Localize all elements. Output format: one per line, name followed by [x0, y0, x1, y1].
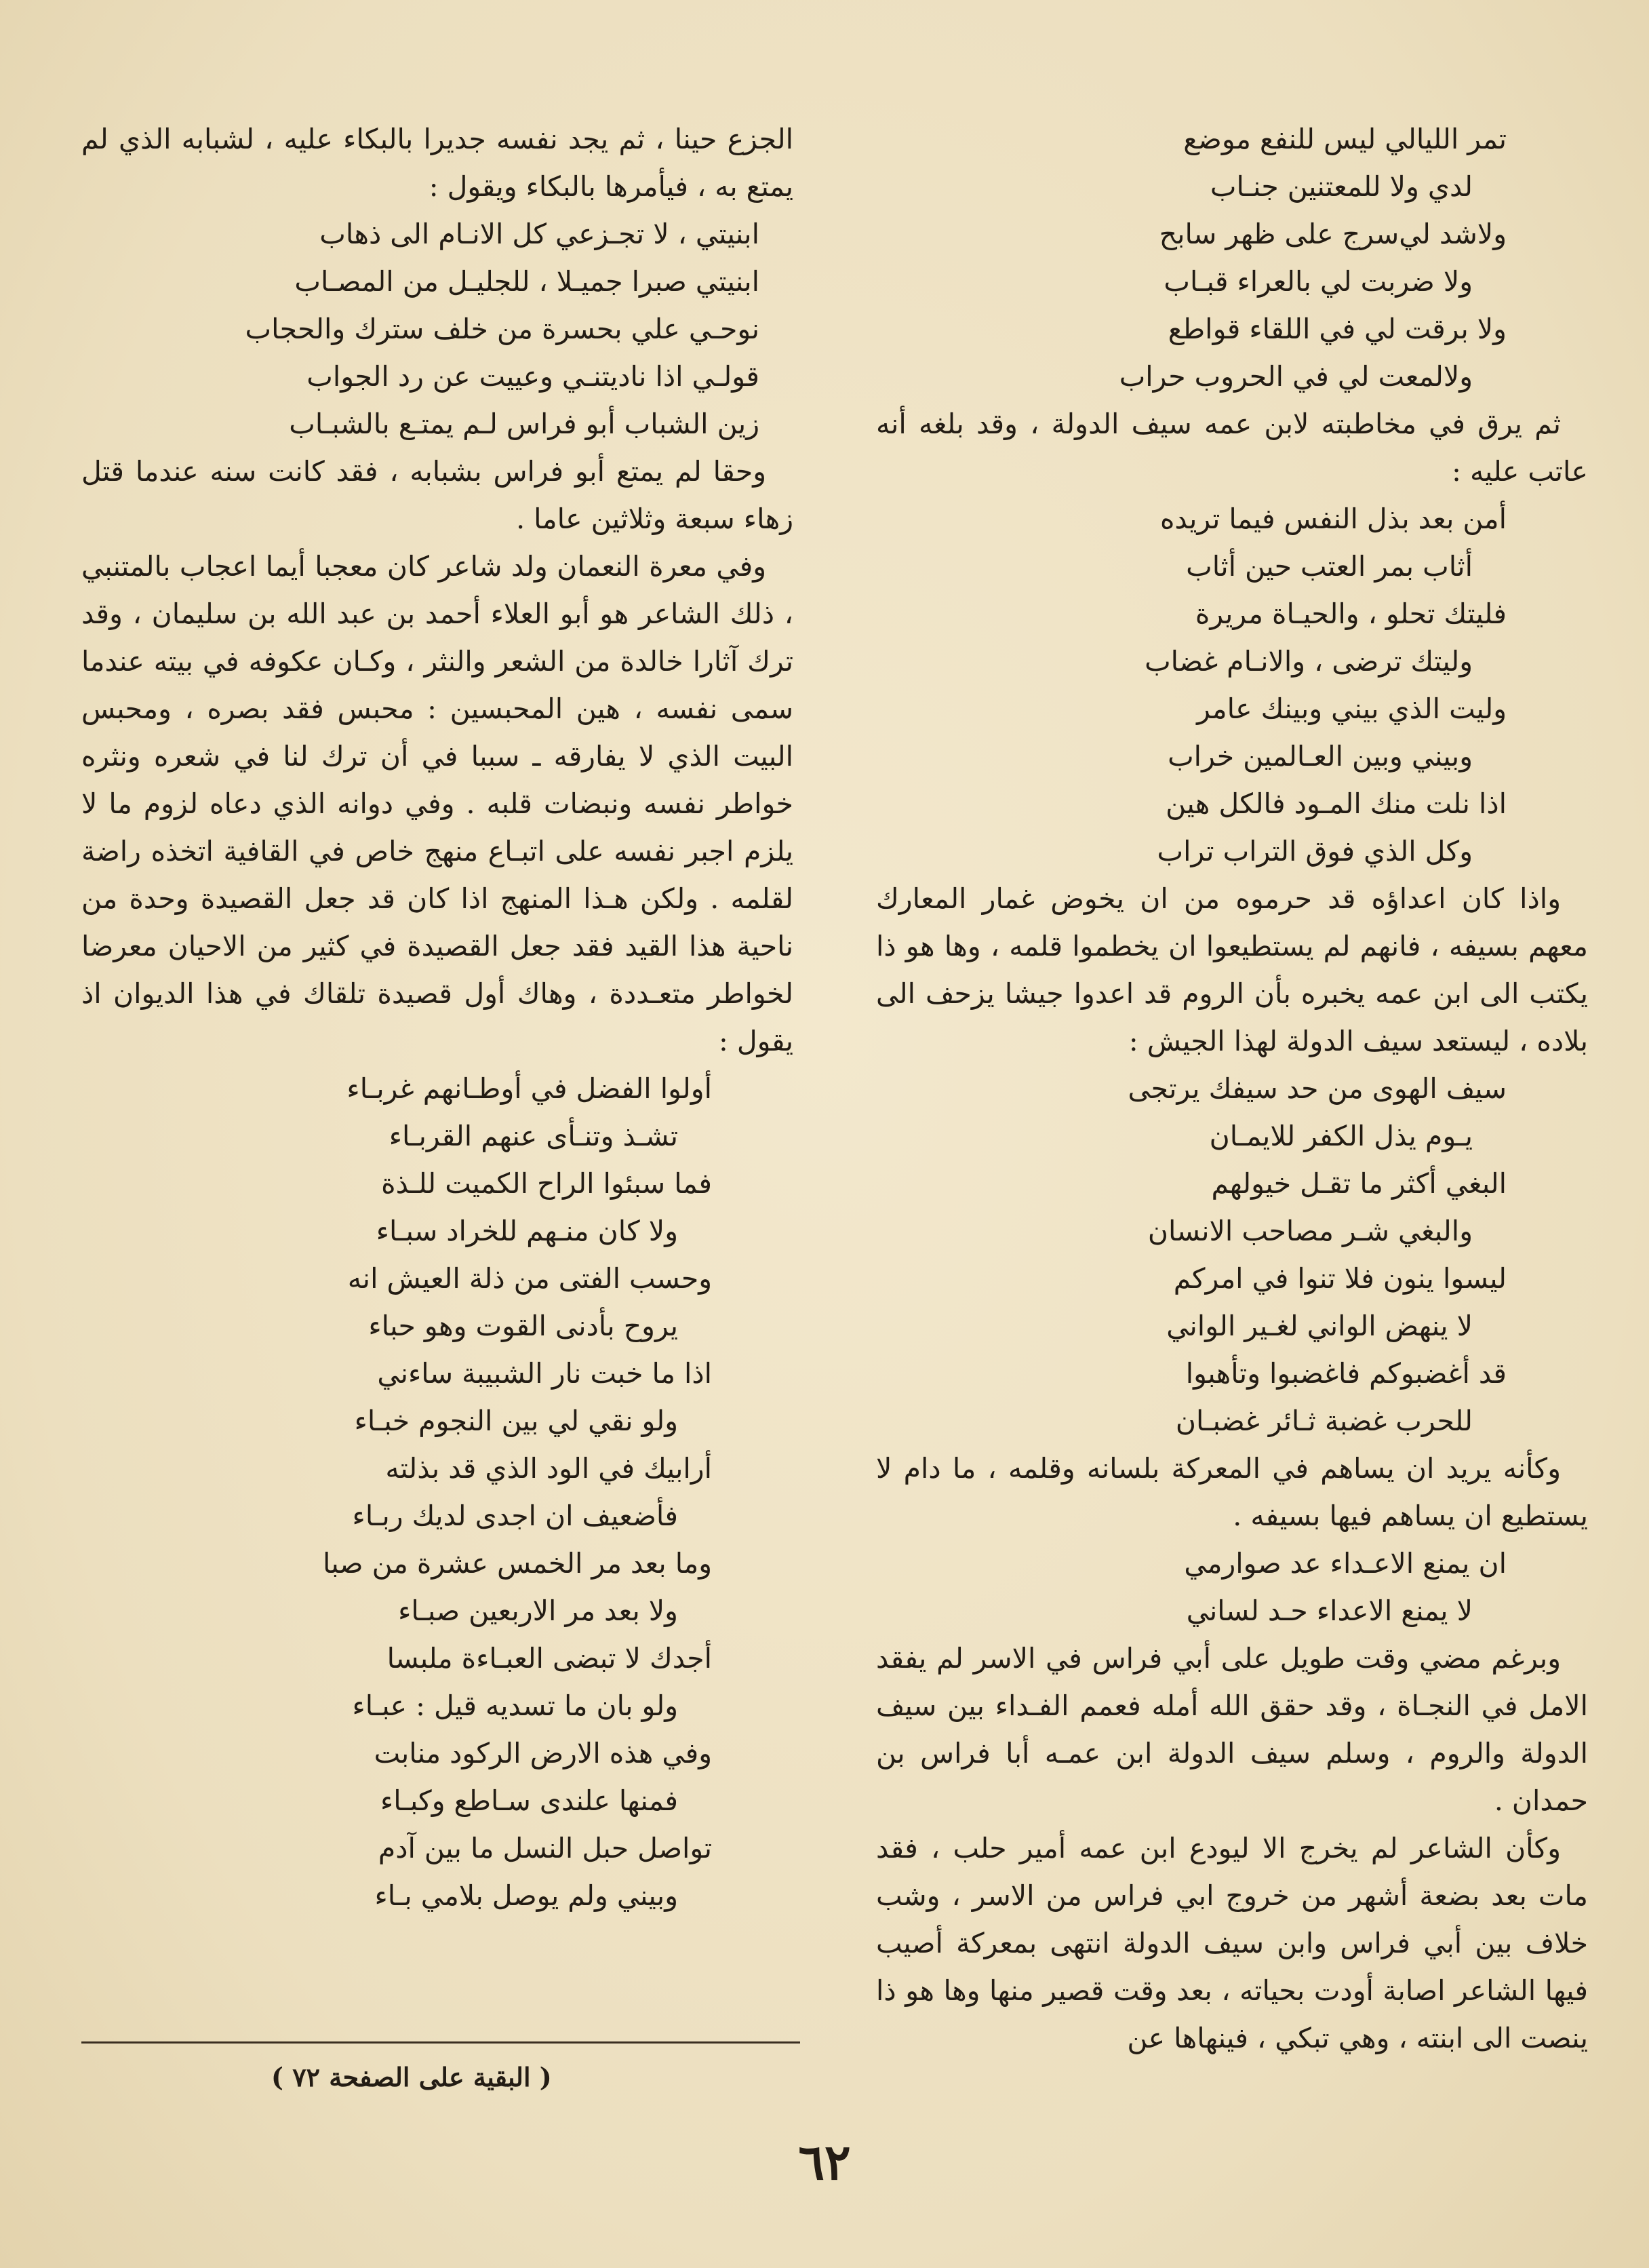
verse-line: قد أغضبوكم فاغضبوا وتأهبوا	[1185, 1357, 1507, 1390]
verse-line: اذا ما خبت نار الشبيبة ساءني	[377, 1357, 712, 1390]
verse-line: ولا ضربت لي بالعراء قبـاب	[1164, 265, 1473, 298]
verse-line: ولو بان ما تسديه قيل : عبـاء	[352, 1689, 678, 1722]
verse-line: والبغي شـر مصاحب الانسان	[1147, 1215, 1473, 1247]
verse-line: البغي أكثر ما تقـل خيولهم	[1211, 1167, 1507, 1200]
verse-line: ان يمنع الاعـداء عد صوارمي	[1184, 1547, 1507, 1580]
prose-paragraph: وكأن الشاعر لم يخرج الا ليودع ابن عمه أمير حلب ، فقد مات بعد بضعة أشهر من خروج ابي فراس من الاسر ، وشب خلاف بين أبي فراس وابن سيف الدولة انتهى بمعركة أصيب فيها الشاعر اصابة أودت بحياته ، بعد وقت قصير منها وها هو ذا ينصت الى ابنته ، وهي تبكي ، فينهاها عن	[876, 1832, 1588, 2054]
right-column	[876, 115, 1588, 2062]
prose-paragraph: وبرغم مضي وقت طويل على أبي فراس في الاسر لم يفقد الامل في النجـاة ، وقد حقق الله أمله فعمم الفـداء بين سيف الدولة والروم ، وسلم سيف الدولة ابن عمـه أبا فراس بن حمدان .	[876, 1642, 1588, 1817]
verse-line: اذا نلت منك المـود فالكل هين	[1166, 787, 1507, 820]
verse-line: لا يمنع الاعداء حـد لساني	[1186, 1595, 1473, 1627]
verse-line: ولالمعت لي في الحروب حراب	[1119, 360, 1473, 393]
verse-line: لا ينهض الواني لغـير الواني	[1166, 1310, 1473, 1342]
verse-couplet: ابنيتي ، لا تجـزعي كل الانـام الى ذهاب	[319, 218, 759, 250]
verse-line: ولا بعد مر الاربعين صبـاء	[398, 1595, 678, 1627]
verse-line: أجدك لا تبضى العبـاءة ملبسا	[386, 1642, 712, 1675]
verse-line: ولا كان منـهم للخراد سبـاء	[376, 1215, 678, 1247]
verse-line: فمنها علندى سـاطع وكبـاء	[380, 1784, 678, 1817]
prose-paragraph: الجزع حينا ، ثم يجد نفسه جديرا بالبكاء عليه ، لشبابه الذي لم يمتع به ، فيأمرها بالبكاء ويقول :	[81, 123, 793, 203]
verse-line: أولوا الفضل في أوطـانهم غربـاء	[346, 1072, 712, 1105]
verse-line: فما سبئوا الراح الكميت للـذة	[381, 1167, 712, 1200]
verse-line: يروح بأدنى القوت وهو حباء	[368, 1310, 678, 1342]
verse-line: ولو نقي لي بين النجوم خبـاء	[354, 1405, 678, 1437]
verse-line: وفي هذه الارض الركود منابت	[374, 1737, 712, 1770]
verse-line: لدي ولا للمعتنين جنـاب	[1210, 170, 1473, 203]
prose-paragraph: ثم يرق في مخاطبته لابن عمه سيف الدولة ، وقد بلغه أنه عاتب عليه :	[876, 408, 1588, 488]
verse-line: يـوم يذل الكفر للايمـان	[1209, 1120, 1473, 1152]
verse-line: وحسب الفتى من ذلة العيش انه	[347, 1262, 712, 1295]
verse-line: ولا برقت لي في اللقاء قواطع	[1168, 313, 1507, 345]
verse-line: أثاب بمر العتب حين أثاب	[1186, 550, 1473, 583]
verse-line: وليت الذي بيني وبينك عامر	[1197, 692, 1507, 725]
verse-line: للحرب غضبة ثـائر غضبـان	[1175, 1405, 1473, 1437]
verse-line: تمر الليالي ليس للنفع موضع	[1183, 123, 1507, 155]
verse-line: سيف الهوى من حد سيفك يرتجى	[1128, 1072, 1507, 1105]
left-column	[81, 115, 793, 1919]
verse-line: تواصل حبل النسل ما بين آدم	[378, 1832, 712, 1864]
verse-line: فأضعيف ان اجدى لديك ربـاء	[352, 1500, 678, 1532]
verse-couplet: نوحـي علي بحسرة من خلف سترك والحجاب	[245, 313, 759, 345]
verse-line: ولاشد لي‌سرج على ظهر سابح	[1159, 218, 1507, 250]
verse-couplet: زين الشباب أبو فراس لـم يمتـع بالشبـاب	[289, 408, 759, 440]
prose-paragraph: واذا كان اعداؤه قد حرموه من ان يخوض غمار المعارك معهم بسيفه ، فانهم لم يستطيعوا ان يخطموا قلمه ، وها هو ذا يكتب الى ابن عمه يخبره بأن الروم قد اعدوا جيشا يزحف الى بلاده ، ليستعد سيف الدولة لهذا الجيش :	[876, 882, 1588, 1057]
prose-paragraph: وحقا لم يمتع أبو فراس بشبابه ، فقد كانت سنه عندما قتل زهاء سبعة وثلاثين عاما .	[81, 455, 793, 535]
verse-line: أرابيك في الود الذي قد بذلته	[385, 1452, 712, 1485]
verse-couplet: قولـي اذا ناديتنـي وعييت عن رد الجواب	[306, 360, 759, 393]
prose-paragraph: وفي معرة النعمان ولد شاعر كان معجبا أيما اعجاب بالمتنبي ، ذلك الشاعر هو أبو العلاء أحمد بن عبد الله بن سليمان ، وقد ترك آثارا خالدة من الشعر والنثر ، وكـان عكوفه في بيته عندما سمى نفسه ، هين المحبسين : محبس فقد بصره ، ومحبس البيت الذي لا يفارقه ـ سببا في أن ترك لنا في شعره ونثره خواطر نفسه ونبضات قلبه . وفي دوانه الذي دعاه لزوم ما لا يلزم اجبر نفسه على اتبـاع منهج خاص في القافية اتخذه راضة لقلمه . ولكن هـذا المنهج اذا كان قد جعل القصيدة وحدة من ناحية هذا القيد فقد جعل القصيدة في كثير من الاحيان معرضا لخواطر متعـددة ، وهاك أول قصيدة تلقاك في هذا الديوان اذ يقول :	[81, 550, 794, 1057]
verse-line: وما بعد مر الخمس عشرة من صبا	[322, 1547, 712, 1580]
verse-line: تشـذ وتنـأى عنهم القربـاء	[389, 1120, 678, 1152]
verse-line: وبيني ولم يوصل بلامي بـاء	[374, 1879, 678, 1912]
verse-line: وكل الذي فوق التراب تراب	[1157, 835, 1473, 867]
continued-note: ( البقية على الصفحة ٧٢ )	[271, 2062, 552, 2092]
verse-line: وليتك ترضى ، والانـام غضاب	[1145, 645, 1473, 678]
verse-line: فليتك تحلو ، والحيـاة مريرة	[1195, 598, 1507, 630]
verse-couplet: ابنيتي صبرا جميـلا ، للجليـل من المصـاب	[294, 265, 759, 298]
column-divider-rule	[81, 2041, 800, 2044]
prose-paragraph: وكأنه يريد ان يساهم في المعركة بلسانه وقلمه ، ما دام لا يستطيع ان يساهم فيها بسيفه .	[876, 1452, 1588, 1532]
verse-line: وبيني وبين العـالمين خراب	[1168, 740, 1473, 773]
page-number: ٦٢	[798, 2133, 851, 2191]
verse-line: ليسوا ينون فلا تنوا في امركم	[1173, 1262, 1507, 1295]
verse-line: أمن بعد بذل النفس فيما تريده	[1159, 503, 1507, 535]
